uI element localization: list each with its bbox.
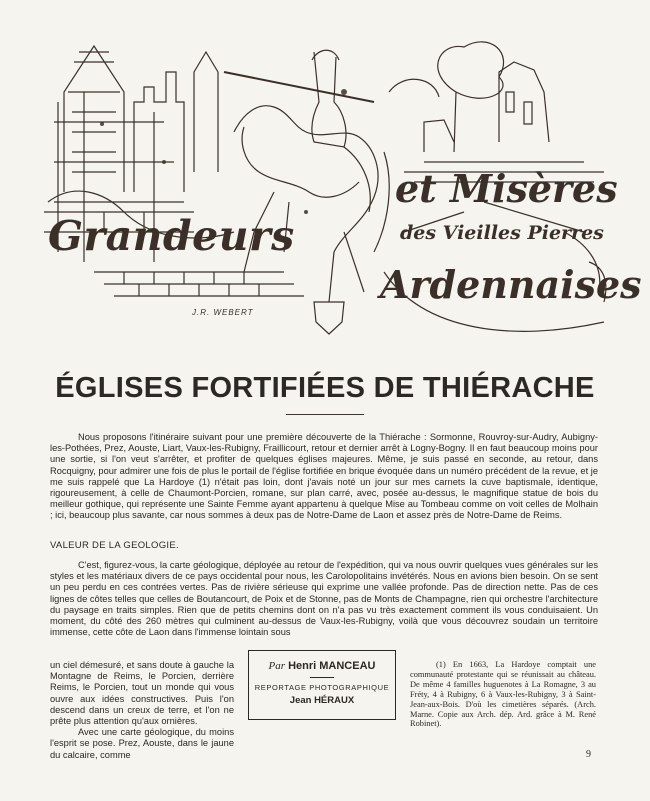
geology-paragraph: C'est, figurez-vous, la carte géologique, déployée au retour de l'expédition, qui va nous ouvrir quelques vues générales sur les styles et les matériaux divers de ce pays occidental pour nous, les Carolopolitains invétérés. Nous en avions bien besoin. On se sent un peu perdu en ces contrées vertes. Pas de rivière sérieuse qui exprime une vallée profonde. Pas de direction nette. Pas de ces lignes de côtes telles que celles de Boutancourt, de Poix et de Stonne, pas de Monts de Champagne, rien qui orchestre l'architecture du paysage en traits simples. Rien que de petits chemins dont on n'a pas vu très exactement comment ils vous conduisaient. Un moment, du côté des 260 mètres qui culminent au-dessus de Vaux-les-Rubigny, voilà que vous découvrez soudain un territoire immense, cette côte de Laon dans l'immense lointain sous <box>50 560 598 638</box>
credits-box <box>248 650 396 720</box>
intro-text-block <box>50 432 598 522</box>
column-continuation: un ciel démesuré, et sans doute à gauche la Montagne de Reims, le Porcien, derrière Reims, le Porcien, tout un monde qui vous ouvre aux idées constructives. Puis l'on descend dans un creux de terre, et l'on ne prête plus attention qu'aux ornières. <box>50 660 234 727</box>
intro-paragraph: Nous proposons l'itinéraire suivant pour une première découverte de la Thiérache : Sormonne, Rouvroy-sur-Audry, Aubigny-les-Pothées, Prez, Aouste, Liart, Vaux-les-Rubigny, Fraillicourt, retour et dernier arrêt à Logny-Bogny. Il en faut beaucoup moins pour une sortie, si l'on veut s'arrêter, et profiter de quelques églises majeures. Même, je suis passé en seconde, au retour, dans Rocquigny, pour admirer une fois de plus le portail de l'église fortifiée en brique évoquée dans un numéro précédent de la revue, et je me suis rappelé que La Hardoye (1) n'était pas loin, dont j'avais noté un jour sur mes carnets la cuve baptismale, identique, rigoureusement, à celle de Chaumont-Porcien, romane, sur plan carré, avec, posée au-dessus, le magnifique statue de bois du meilleur gothique, qui représente une Sainte Femme ayant appartenu à quelque Mise au Tombeau comme on voit celles de Molhain ; ici, beaucoup plus savante, car nous sommes à deux pas de Notre-Dame de Laon et assez près de Notre-Dame de Reims. <box>50 432 598 521</box>
footnote-text: (1) En 1663, La Hardoye comptait une communauté protestante qui se réunissait au château. De même 4 familles huguenotes à La Romagne, 3 au Fréty, 4 à Rubigny, 6 à Vaux-les-Rubigny, 3 à Saint-Jean-aux-Bois. D'où les cimetières séparés. (Arch. Marne. Copie aux Arch. dép. Ard. grâce à M. René Robinet). <box>410 660 596 729</box>
header-title-vieilles-pierres: des Vieilles Pierres <box>400 222 604 244</box>
credits-author-line <box>249 660 395 672</box>
header-title-miseres: et Misères <box>395 166 618 211</box>
illustrator-signature: J.R. WEBERT <box>192 308 254 317</box>
header-title-grandeurs: Grandeurs <box>48 212 295 260</box>
credits-by-label: Par <box>268 660 286 672</box>
article-title: ÉGLISES FORTIFIÉES DE THIÉRACHE <box>55 372 595 404</box>
credits-role: REPORTAGE PHOTOGRAPHIQUE <box>254 683 390 692</box>
title-divider <box>286 414 364 415</box>
footnote <box>410 660 596 729</box>
geology-text-block <box>50 560 598 638</box>
credits-divider <box>310 677 334 678</box>
header-title-ardennaises: Ardennaises <box>380 262 642 307</box>
column-paragraph-2: Avec une carte géologique, du moins l'esprit se pose. Prez, Aouste, dans le jaune du calcaire, comme <box>50 727 234 760</box>
section-heading: VALEUR DE LA GEOLOGIE. <box>50 540 179 551</box>
credits-author: Henri MANCEAU <box>288 660 376 672</box>
left-column-text <box>50 660 234 761</box>
page-number: 9 <box>586 749 591 760</box>
credits-photographer: Jean HÉRAUX <box>289 695 355 706</box>
